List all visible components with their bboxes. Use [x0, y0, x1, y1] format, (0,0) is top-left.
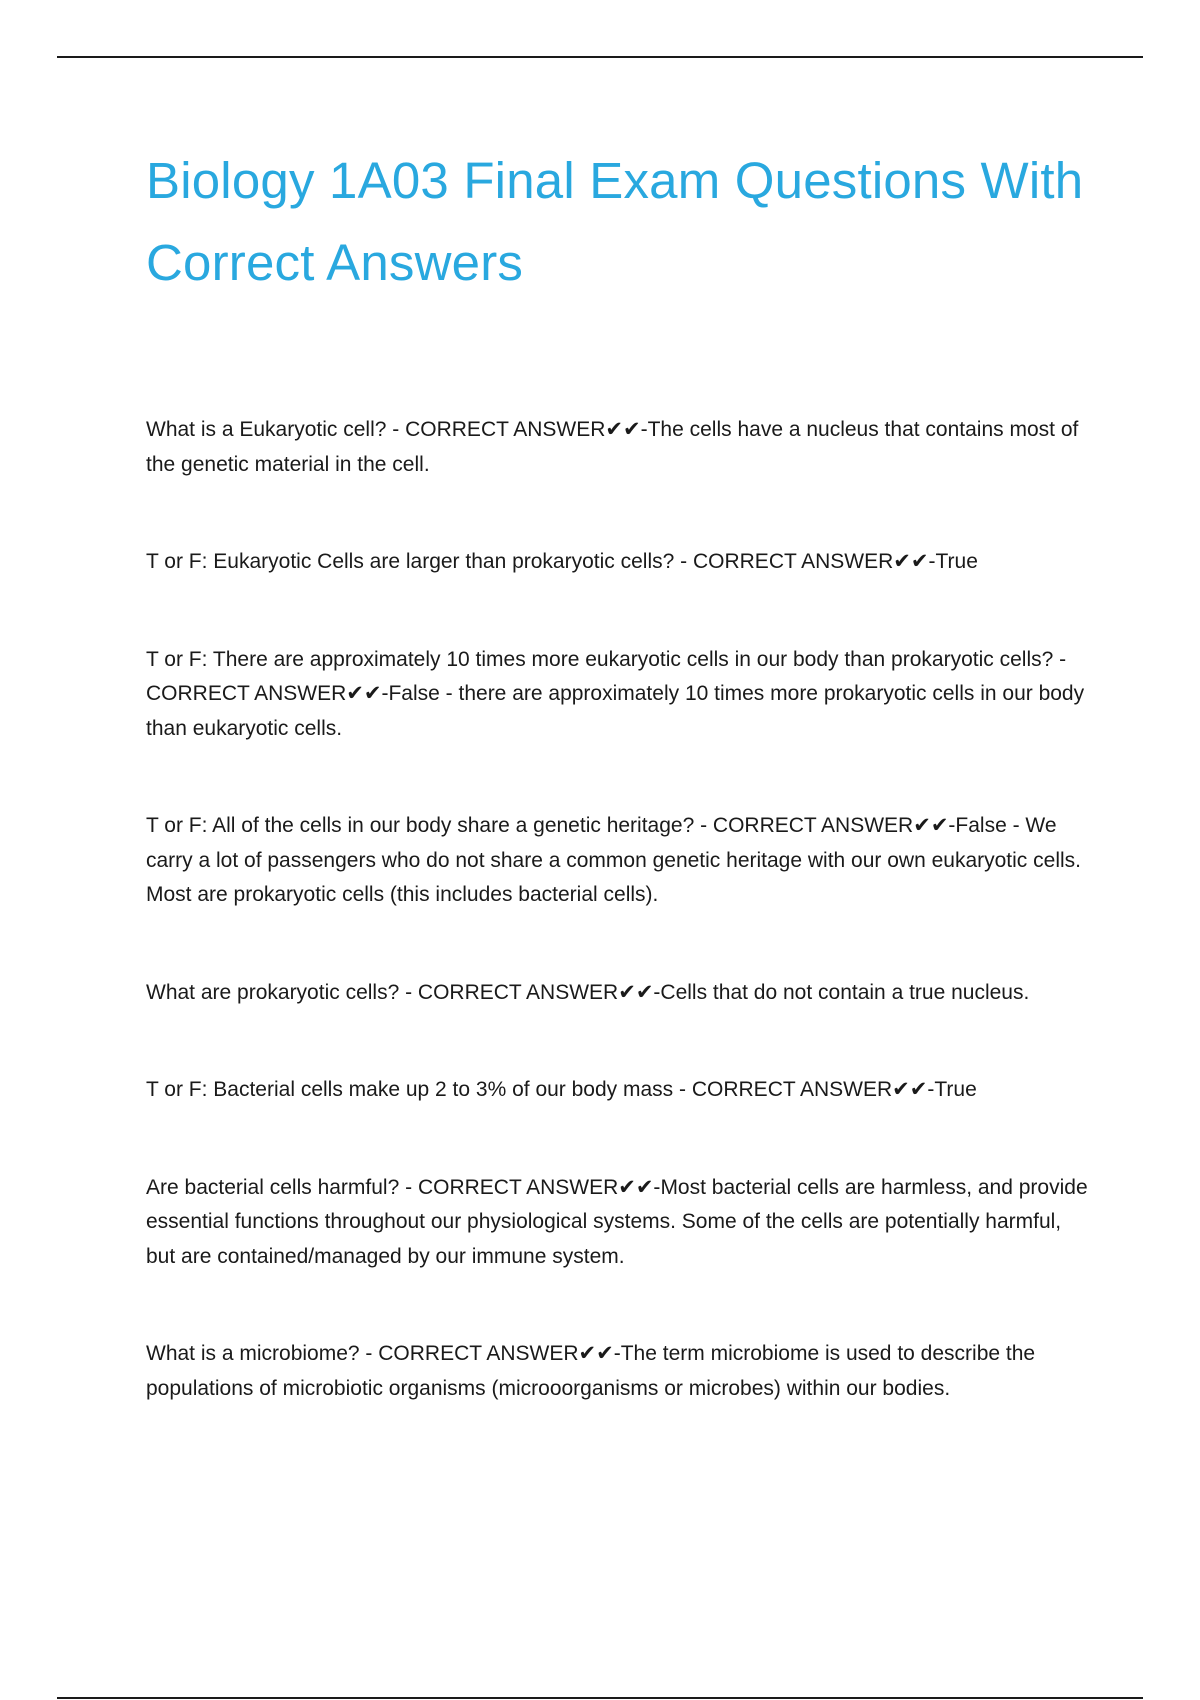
- qa-item: [146, 1073, 1092, 1108]
- qa-item: [146, 809, 1092, 913]
- top-divider: [57, 56, 1143, 58]
- question-text: T or F: Bacterial cells make up 2 to 3% of our body mass: [146, 1078, 674, 1101]
- answer-marker: - CORRECT ANSWER✔✔-: [386, 418, 648, 441]
- qa-item: [146, 976, 1092, 1011]
- answer-text: False - We carry a lot of passengers who do not share a common genetic heritage with our own eukaryotic cells. Most are prokaryotic cells (this includes bacterial cells).: [146, 814, 1081, 906]
- question-text: What is a microbiome?: [146, 1342, 360, 1365]
- answer-text: Cells that do not contain a true nucleus.: [660, 980, 1030, 1004]
- document-title: Biology 1A03 Final Exam Questions With Correct Answers: [146, 152, 1084, 291]
- answer-text: Most bacterial cells are harmless, and provide essential functions throughout our physiological systems. Some of the cells are potentially harmful, but are contained/managed by our immune system.: [146, 1175, 1088, 1268]
- answer-text: The cells have a nucleus that contains most of the genetic material in the cell.: [146, 418, 1079, 476]
- question-text: T or F: All of the cells in our body share a genetic heritage?: [146, 814, 695, 837]
- qa-item: [146, 1337, 1092, 1406]
- answer-marker: - CORRECT ANSWER✔✔-: [674, 550, 936, 573]
- answer-marker: - CORRECT ANSWER✔✔-: [673, 1078, 935, 1101]
- question-text: T or F: There are approximately 10 times more eukaryotic cells in our body than prokaryotic cells?: [146, 647, 1054, 671]
- answer-marker: - CORRECT ANSWER✔✔-: [146, 647, 1072, 705]
- answer-marker: - CORRECT ANSWER✔✔-: [399, 980, 661, 1004]
- question-text: T or F: Eukaryotic Cells are larger than prokaryotic cells?: [146, 550, 675, 573]
- answer-text: False - there are approximately 10 times more prokaryotic cells in our body than eukaryotic cells.: [146, 682, 1085, 740]
- answer-text: True: [934, 1078, 977, 1101]
- qa-item: [146, 545, 1092, 580]
- answer-marker: - CORRECT ANSWER✔✔-: [694, 814, 956, 837]
- question-text: Are bacterial cells harmful?: [146, 1175, 400, 1199]
- question-answer-list: [146, 413, 1092, 1406]
- answer-text: True: [935, 550, 978, 573]
- question-text: What are prokaryotic cells?: [146, 980, 400, 1004]
- qa-item: [146, 413, 1092, 482]
- bottom-divider: [57, 1697, 1143, 1699]
- qa-item: [146, 643, 1092, 747]
- answer-marker: - CORRECT ANSWER✔✔-: [359, 1342, 621, 1365]
- answer-text: The term microbiome is used to describe the populations of microbiotic organisms (microoorganisms or microbes) within our bodies.: [146, 1342, 1036, 1400]
- answer-marker: - CORRECT ANSWER✔✔-: [399, 1175, 661, 1199]
- question-text: What is a Eukaryotic cell?: [146, 418, 387, 441]
- qa-item: [146, 1171, 1092, 1275]
